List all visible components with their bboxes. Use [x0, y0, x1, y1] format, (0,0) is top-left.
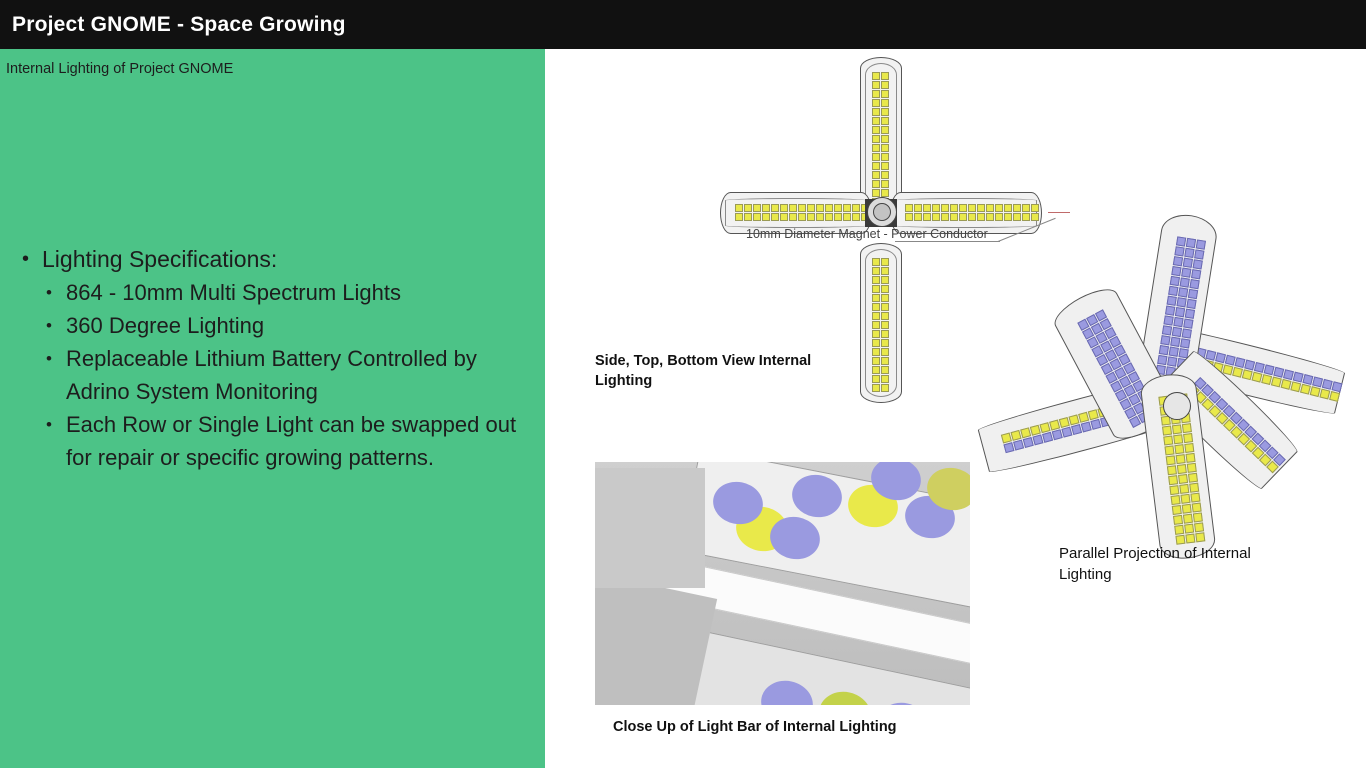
callout-label: 10mm Diameter Magnet - Power Conductor — [746, 227, 988, 241]
led-grid-right — [905, 204, 1039, 221]
panel-subtitle: Internal Lighting of Project GNOME — [6, 61, 234, 77]
star-hub-icon — [1163, 392, 1191, 420]
page-title: Project GNOME - Space Growing — [12, 12, 346, 36]
left-content-panel — [0, 49, 545, 768]
bullet-text: • Lighting Specifications: — [42, 246, 277, 272]
list-item: • 360 Degree Lighting — [42, 309, 538, 342]
center-axis-tick — [1048, 212, 1070, 213]
right-figure-panel — [545, 49, 1366, 768]
magnet-hub-center — [873, 203, 891, 221]
bullet-list-level-2 — [42, 276, 538, 474]
figure-light-bar-photo — [595, 462, 970, 705]
figure-parallel-projection — [985, 224, 1365, 554]
photo-corner-shade — [595, 468, 705, 588]
figure-caption-photo: Close Up of Light Bar of Internal Lighting — [613, 719, 897, 735]
led-grid-left — [735, 204, 869, 221]
list-item: • Each Row or Single Light can be swapped out for repair or specific growing patterns. — [42, 408, 538, 474]
list-item — [8, 243, 538, 474]
bullet-list-level-1 — [8, 243, 538, 474]
blade-bottom — [860, 243, 902, 403]
led-grid-top — [872, 72, 889, 215]
slide-title-bar — [0, 0, 1366, 49]
figure-caption-star: Parallel Projection of Internal Lighting — [1059, 545, 1251, 583]
list-item: • Replaceable Lithium Battery Controlled by Adrino System Monitoring — [42, 342, 538, 408]
specifications-list — [8, 243, 538, 475]
list-item: • 864 - 10mm Multi Spectrum Lights — [42, 276, 538, 309]
figure-caption-cross: Side, Top, Bottom View Internal Lighting — [595, 353, 812, 389]
led-grid-bottom — [872, 258, 889, 392]
